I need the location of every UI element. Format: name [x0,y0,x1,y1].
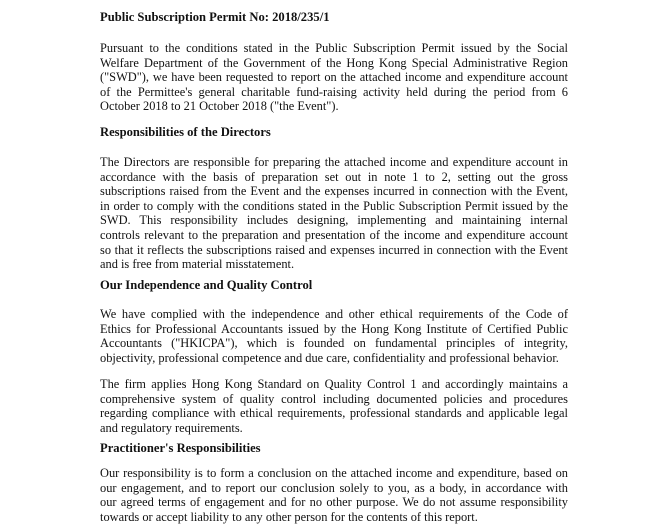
text-line: and is free from material misstatement. [100,257,295,272]
text-line: of the Permittee's general charitable fund-raising activity held during the period from 6 [100,84,568,99]
text-line: and regulatory requirements. [100,420,243,435]
text-line: subscriptions raised from the Event and the expenses incurred in connection with the Event, [100,184,568,199]
text-line: Pursuant to the conditions stated in the Public Subscription Permit issued by the Social [100,41,568,55]
practitioner-heading: Practitioner's Responsibilities [100,441,261,455]
text-line: controls relevant to the preparation and presentation of the income and expenditure account [100,227,568,242]
text-line: in order to comply with the conditions stated in the Public Subscription Permit issued by the [100,198,568,213]
text-line: regarding compliance with ethical requirements, professional standards and applicable legal [100,406,568,421]
text-line: comprehensive system of quality control including documented policies and procedures [100,391,568,406]
text-line: Welfare Department of the Government of the Hong Kong Special Administrative Region [100,55,568,70]
independence-paragraph-2 [100,377,568,435]
text-line: towards or accept liability to any other person for the contents of this report. [100,509,478,524]
text-line: Ethics for Professional Accountants issued by the Hong Kong Institute of Certified Public [100,321,568,336]
text-line: Accountants ("HKICPA"), which is founded on fundamental principles of integrity, [100,336,568,351]
practitioner-paragraph [100,466,568,524]
text-line: The firm applies Hong Kong Standard on Quality Control 1 and accordingly maintains a [100,377,568,391]
independence-paragraph-1 [100,307,568,365]
directors-paragraph [100,155,568,272]
permit-paragraph [100,41,568,114]
text-line: objectivity, professional competence and due care, confidentiality and professional behavior. [100,350,559,365]
text-line: accordance with the basis of preparation set out in note 1 to 2, setting out the gross [100,169,568,184]
permit-heading: Public Subscription Permit No: 2018/235/1 [100,10,330,24]
text-line: The Directors are responsible for preparing the attached income and expenditure account in [100,155,568,169]
directors-heading: Responsibilities of the Directors [100,125,271,139]
text-line: Our responsibility is to form a conclusion on the attached income and expenditure, based on [100,466,568,480]
independence-heading: Our Independence and Quality Control [100,278,313,292]
text-line: SWD. This responsibility includes designing, implementing and maintaining internal [100,213,568,228]
text-line: ("SWD"), we have been requested to report on the attached income and expenditure account [100,70,568,85]
text-line: We have complied with the independence and other ethical requirements of the Code of [100,307,568,321]
text-line: our engagement, and to report our conclusion solely to you, as a body, in accordance with [100,480,568,495]
text-line: our agreed terms of engagement and for no other purpose. We do not assume responsibility [100,495,568,510]
text-line: so that it reflects the subscriptions raised and expenses incurred in connection with the Event [100,242,568,257]
text-line: October 2018 to 21 October 2018 ("the Event"). [100,99,339,114]
